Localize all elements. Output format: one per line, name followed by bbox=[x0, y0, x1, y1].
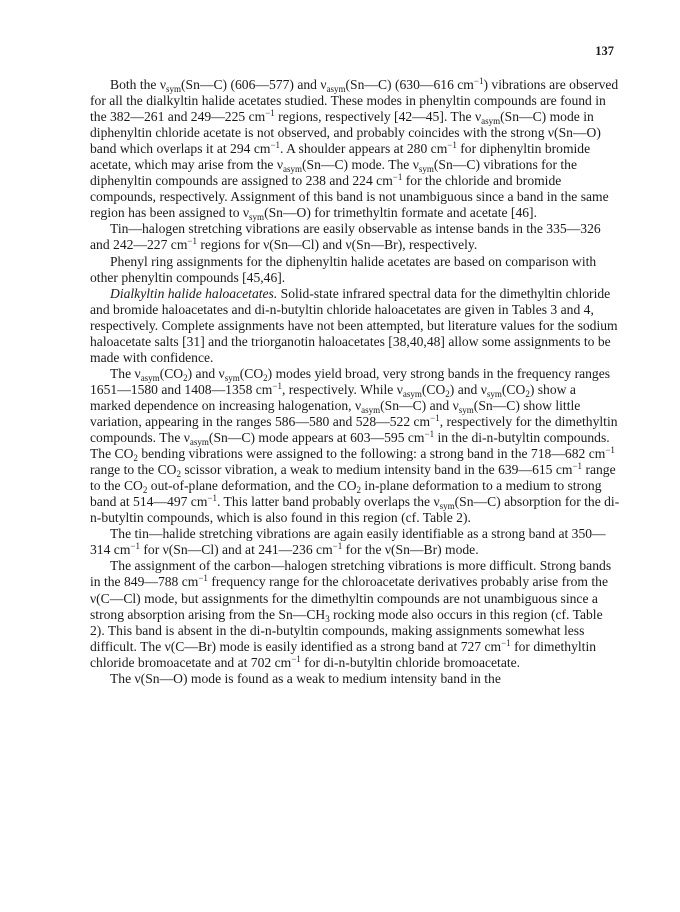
paragraph: Dialkyltin halide haloacetates. Solid-state infrared spectral data for the dimethyltin chloride and bromide haloacetates and di-n-butyltin chloride haloacetates are given in Tables 3 and 4, respectively. Complete assignments have not been attempted, but literature values for the sodium haloacetate salts [31] and the triorganotin haloacetates [38,40,48] allow some assignments to be made with confidence. bbox=[90, 285, 618, 365]
paragraph: The ν(Sn—O) mode is found as a weak to medium intensity band in the bbox=[110, 670, 501, 686]
paragraph: The assignment of the carbon—halogen stretching vibrations is more difficult. Strong bands in the 849—788 $cm^{-1}$ frequency range for the chloroacetate derivatives probably arise from the ν(C—Cl) mode, but assignments for the dimethyltin compounds are not unambiguous since a strong absorption arising from the $Sn—CH_3$ rocking mode also occurs in this region (cf. Table 2). This band is absent in the di-n-butyltin compounds, making assignments somewhat less difficult. The ν(C—Br) mode is easily identified as a strong band at 727 $cm^{-1}$ for dimethyltin chloride bromoacetate and at 702 $cm^{-1}$ for di-n-butyltin chloride bromoacetate. bbox=[90, 558, 612, 670]
article-body bbox=[90, 77, 620, 687]
page-number: 137 bbox=[595, 44, 614, 58]
paragraph: Phenyl ring assignments for the diphenyltin halide acetates are based on comparison with other phenyltin compounds [45,46]. bbox=[90, 253, 597, 285]
paragraph: The $\nu_{asym}(CO_2)$ and $\nu_{sym}(CO_2)$ modes yield broad, very strong bands in the frequency ranges 1651—1580 and 1408—1358 $cm^{-1}$, respectively. While $\nu_{asym}(CO_2)$ and $\nu_{sym}(CO_2)$ show a marked dependence on increasing halogenation, $\nu_{asym}(Sn—C)$ and $\nu_{sym}(Sn—C)$ show little variation, appearing in the ranges 586—580 and 528—522 $cm^{-1}$, respectively for the dimethyltin compounds. The $\nu_{asym}(Sn—C)$ mode appears at 603—595 $cm^{-1}$ in the di-n-butyltin compounds. The $CO_2$ bending vibrations were assigned to the following: a strong band in the 718—682 $cm^{-1}$ range to the $CO_2$ scissor vibration, a weak to medium intensity band in the 639—615 $cm^{-1}$ range to the $CO_2$ out-of-plane deformation, and the $CO_2$ in-plane deformation to a medium to strong band at 514—497 $cm^{-1}$. This latter band probably overlaps the $\nu_{sym}(Sn—C)$ absorption for the di-n-butyltin compounds, which is also found in this region (cf. Table 2). bbox=[90, 365, 620, 526]
paragraph: Both the $\nu_{sym}(Sn—C)$ (606—577) and $\nu_{asym}(Sn—C)$ (630—616 $cm^{-1}$) vibrations are observed for all the dialkyltin halide acetates studied. These modes in phenyltin compounds are found in the 382—261 and 249—225 $cm^{-1}$ regions, respectively [42—45]. The $\nu_{asym}(Sn—C)$ mode in diphenyltin chloride acetate is not observed, and probably coincides with the strong ν(Sn—O) band which overlaps it at 294 $cm^{-1}$. A shoulder appears at 280 $cm^{-1}$ for diphenyltin bromide acetate, which may arise from the $\nu_{asym}(Sn—C)$ mode. The $\nu_{sym}(Sn—C)$ vibrations for the diphenyltin compounds are assigned to 238 and 224 $cm^{-1}$ for the chloride and bromide compounds, respectively. Assignment of this band is not unambiguous since a band in the same region has been assigned to $\nu_{sym}(Sn—O)$ for trimethyltin formate and acetate [46]. bbox=[90, 76, 619, 223]
paragraph: The tin—halide stretching vibrations are again easily identifiable as a strong band at 350—314 $cm^{-1}$ for ν(Sn—Cl) and at 241—236 $cm^{-1}$ for the ν(Sn—Br) mode. bbox=[90, 526, 606, 558]
paragraph: Tin—halogen stretching vibrations are easily observable as intense bands in the 335—326 and 242—227 $cm^{-1}$ regions for ν(Sn—Cl) and ν(Sn—Br), respectively. bbox=[90, 221, 601, 253]
